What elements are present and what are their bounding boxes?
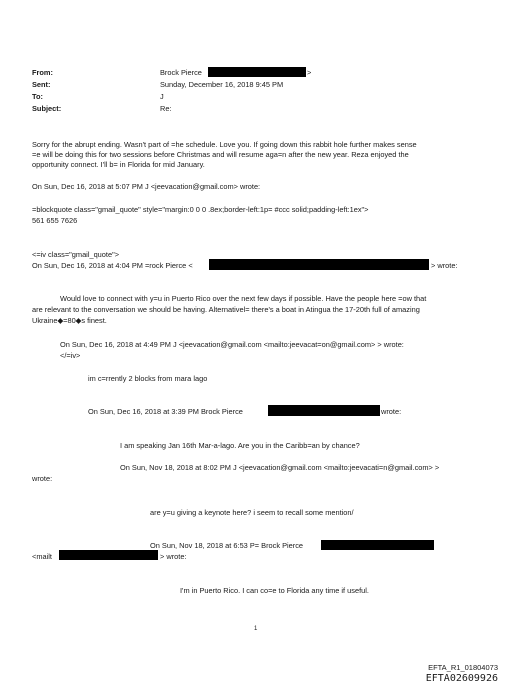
body-line: Ukraine◆=80◆s finest. (32, 316, 107, 325)
message-line: I'm in Puerto Rico. I can co=e to Florida any time if useful. (180, 586, 369, 595)
to-value: J (160, 92, 164, 101)
body-line: Would love to connect with y=u in Puerto Rico over the next few days if possible. Have the people here =ow that (60, 294, 427, 303)
message-line: I am speaking Jan 16th Mar-a-lago. Are you in the Caribb=an by chance? (120, 441, 360, 450)
message-line: im c=rrently 2 blocks from mara lago (88, 374, 208, 383)
from-label: From: (32, 68, 53, 77)
html-artifact: <=iv class="gmail_quote"> (32, 250, 120, 259)
mailto-fragment: <mailt (32, 552, 52, 561)
phone-number: 561 655 7626 (32, 216, 78, 225)
body-line: Sorry for the abrupt ending. Wasn't part of =he schedule. Love you. If going down this rabbit hole further makes sense (32, 140, 417, 149)
quote-header: On Sun, Dec 16, 2018 at 4:49 PM J <jeevacation@gmail.com <mailto:jeevacat=on@gmail.com> > wrote: (60, 340, 404, 349)
body-line: are relevant to the conversation we should be having. Alternativel= there's a boat in Atingua the 17-20th full of amazing (32, 305, 420, 314)
redaction-box (268, 405, 380, 416)
wrote-label: wrote: (32, 474, 53, 483)
sent-value: Sunday, December 16, 2018 9:45 PM (160, 80, 284, 89)
redaction-box (208, 67, 306, 77)
to-label: To: (32, 92, 43, 101)
quote-header-suffix: wrote: (381, 407, 402, 416)
html-artifact: </=iv> (60, 351, 81, 360)
redaction-box (321, 540, 434, 550)
quote-header: On Sun, Dec 16, 2018 at 3:39 PM Brock Pierce (88, 407, 243, 416)
quote-header-suffix: > wrote: (431, 261, 458, 270)
quote-header: On Sun, Dec 16, 2018 at 4:04 PM =rock Pierce < (32, 261, 193, 270)
footer-id-secondary: EFTA02609926 (425, 673, 498, 684)
quote-header-suffix: > wrote: (160, 552, 187, 561)
quote-header: On Sun, Dec 16, 2018 at 5:07 PM J <jeevacation@gmail.com> wrote: (32, 182, 261, 191)
footer-id-primary: EFTA_R1_01804073 (428, 663, 498, 672)
subject-label: Subject: (32, 104, 62, 113)
body-line: =e will be doing this for two sessions before Christmas and will resume aga=n after the new year. Reza enjoyed the (32, 150, 409, 159)
quote-header: On Sun, Nov 18, 2018 at 8:02 PM J <jeevacation@gmail.com <mailto:jeevacati=n@gmail.com> > (120, 463, 440, 472)
subject-value: Re: (160, 104, 172, 113)
message-line: are y=u giving a keynote here? i seem to recall some mention/ (150, 508, 354, 517)
sent-label: Sent: (32, 80, 51, 89)
from-value: Brock Pierce (160, 68, 202, 77)
redaction-box (59, 550, 158, 560)
redaction-box (209, 259, 429, 270)
from-suffix: > (307, 68, 312, 77)
page-number: 1 (254, 626, 258, 632)
body-line: opportunity connect. I'll b= in Florida for mid January. (32, 160, 205, 169)
quote-header: On Sun, Nov 18, 2018 at 6:53 P= Brock Pierce (150, 541, 304, 550)
html-artifact: =blockquote class="gmail_quote" style="margin:0 0 0 .8ex;border-left:1p= #ccc solid;padding-left:1ex"> (32, 205, 369, 214)
